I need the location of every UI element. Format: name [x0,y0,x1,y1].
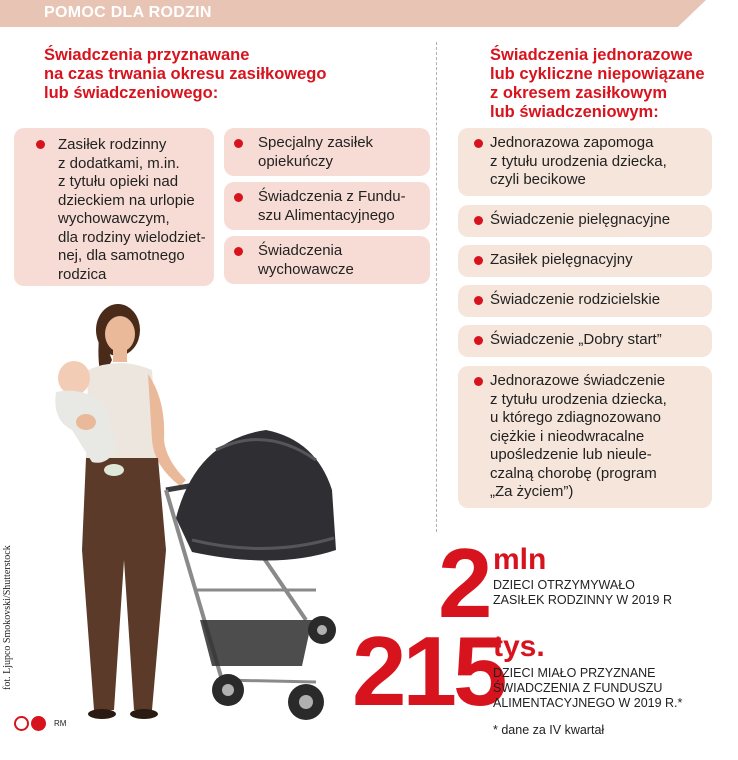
benefit-line: ciężkie i nieodwracalne [490,427,645,445]
benefit-box-special-care [224,128,430,176]
benefit-line: u którego zdiagnozowano [490,409,661,426]
publisher-logo [14,716,66,731]
benefit-line: z dodatkami, m.in. [58,154,180,172]
benefit-line: dla rodziny wielodziet- [58,228,206,246]
stat-unit: tys. [493,630,545,663]
benefit-box-good-start [458,325,712,357]
left-column-title [44,46,326,103]
benefit-line: opiekuńczy [258,152,334,170]
right-title-line: Świadczenia jednorazowe [490,46,693,64]
benefit-line: wychowawcze [258,260,354,278]
stat-description [493,666,682,711]
benefit-box-for-life [458,366,712,508]
stat-number-children-alimony-fund: 215 [352,616,504,726]
page-title: POMOC DLA RODZIN [44,4,212,21]
benefit-box-nursing-benefit [458,205,712,237]
stat-description-line: ALIMENTACYJNEGO W 2019 R.* [493,696,683,710]
bullet-icon [234,139,243,148]
benefit-line: Świadczenia z Fundu- [258,188,406,205]
right-title-line: lub cykliczne niepowiązane [490,65,705,83]
benefit-line: upośledzenie lub nieule- [490,446,652,463]
right-column-title [490,46,705,122]
stat-description [493,578,672,608]
logo-rm-text: RM [54,719,67,728]
bullet-icon [474,256,483,265]
stat-description-line: DZIECI OTRZYMYWAŁO [493,578,635,592]
benefit-line: z tytułu urodzenia dziecka, [490,152,667,170]
benefit-box-nursing-allowance [458,245,712,277]
stat-number-children-family-allowance: 2 [438,528,489,638]
column-divider [436,42,437,532]
right-title-line: lub świadczeniowym: [490,103,659,121]
stat-description-line: ZASIŁEK RODZINNY W 2019 R [493,593,672,607]
benefit-line: „Za życiem”) [490,483,574,500]
benefit-line: Świadczenie „Dobry start” [490,331,662,348]
benefit-line: Zasiłek pielęgnacyjny [490,251,633,268]
benefit-line: rodzica [58,265,107,283]
benefit-line: czyli becikowe [490,171,586,188]
bullet-icon [474,336,483,345]
bullet-icon [474,216,483,225]
right-title-line: z okresem zasiłkowym [490,84,668,102]
benefit-box-alimony-fund [224,182,430,230]
benefit-line: szu Alimentacyjnego [258,206,395,224]
benefit-box-family-allowance [14,128,214,286]
benefit-line: dzieckiem na urlopie [58,191,195,209]
benefit-line: Zasiłek rodzinny [58,136,167,153]
logo-c-icon [14,716,29,731]
left-title-line: Świadczenia przyznawane [44,46,250,64]
benefit-line: czalną chorobę (program [490,464,657,482]
benefit-box-parental [458,285,712,317]
benefit-line: Świadczenia [258,242,343,259]
footnote: * dane za IV kwartał [493,723,605,737]
left-title-line: lub świadczeniowego: [44,84,219,102]
stat-unit: mln [493,543,547,576]
stat-description-line: ŚWIADCZENIA Z FUNDUSZU [493,681,663,695]
bullet-icon [474,377,483,386]
benefit-line: z tytułu urodzenia dziecka, [490,390,667,408]
bullet-icon [234,247,243,256]
benefit-box-birth-grant [458,128,712,196]
benefit-line: Jednorazowe świadczenie [490,372,666,389]
benefit-line: wychowawczym, [58,210,170,227]
bullet-icon [234,193,243,202]
photo-credit: fot. Ljupco Smokovski/Shutterstock [2,545,13,690]
benefit-line: Specjalny zasiłek [258,134,374,151]
benefit-line: Świadczenie rodzicielskie [490,291,661,308]
benefit-line: Jednorazowa zapomoga [490,134,654,151]
benefit-box-educational [224,236,430,284]
benefit-line: nej, dla samotnego [58,247,185,264]
logo-p-icon [31,716,46,731]
left-title-line: na czas trwania okresu zasiłkowego [44,65,327,83]
benefit-line: Świadczenie pielęgnacyjne [490,211,671,228]
bullet-icon [474,139,483,148]
benefit-line: z tytułu opieki nad [58,173,179,190]
stat-description-line: DZIECI MIAŁO PRZYZNANE [493,666,656,680]
bullet-icon [474,296,483,305]
bullet-icon [36,140,45,149]
